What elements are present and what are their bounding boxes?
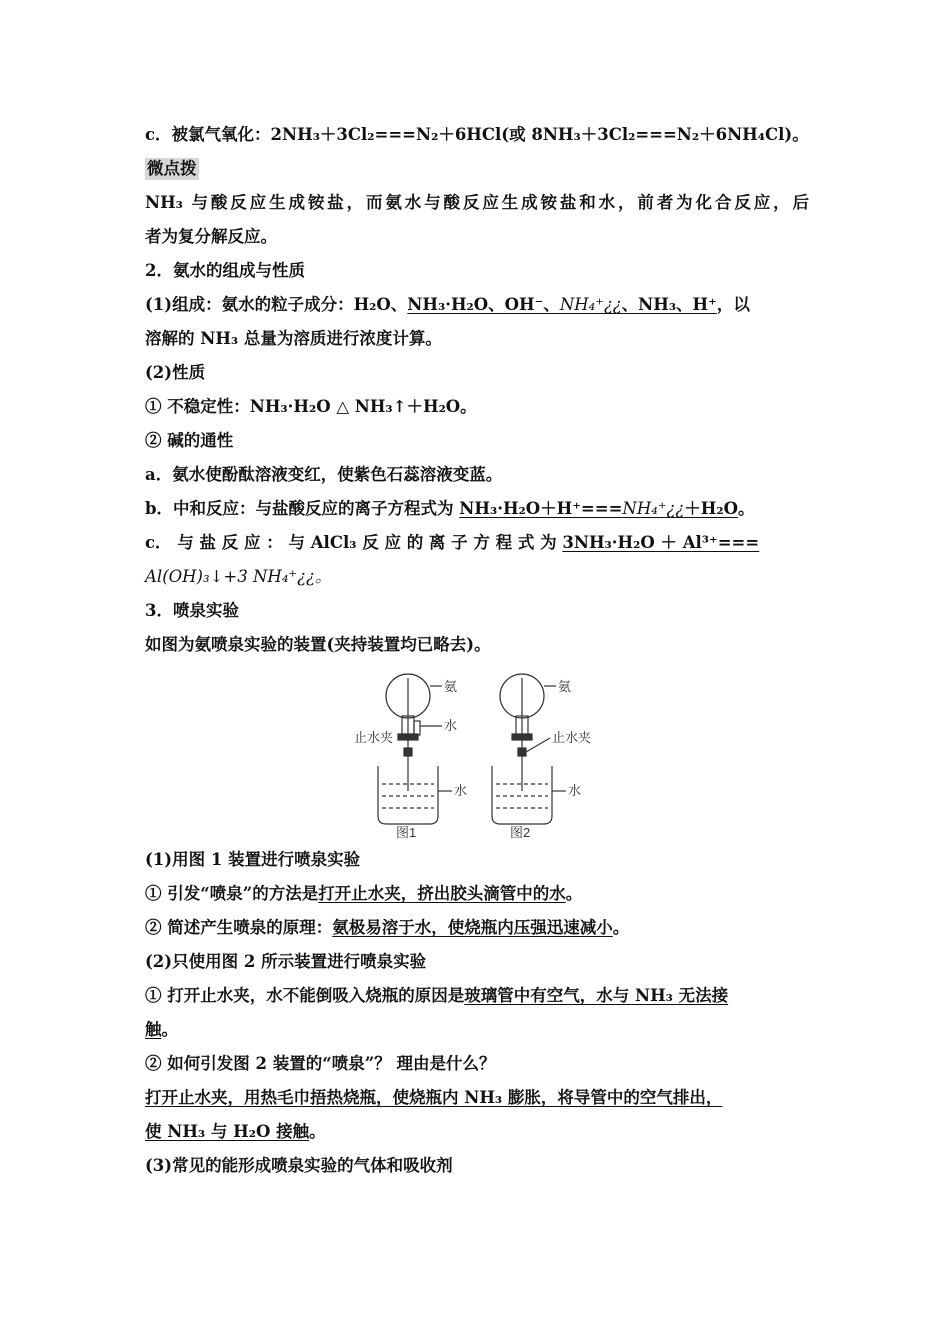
text-line: NH₃ 与酸反应生成铵盐，而氨水与酸反应生成铵盐和水，前者为化合反应，后 bbox=[145, 193, 809, 212]
text-line: 如图为氨喷泉实验的装置(夹持装置均已略去)。 bbox=[145, 635, 491, 654]
section-heading: 3．喷泉实验 bbox=[145, 601, 239, 620]
caption-figure-2: 图2 bbox=[510, 825, 531, 840]
text-line: b．中和反应：与盐酸反应的离子方程式为 NH₃·H₂O＋H⁺===NH₄⁺¿¿＋H₂O。 bbox=[145, 499, 755, 518]
label-water-beaker-2: 水 bbox=[568, 783, 582, 798]
label-water-top: 水 bbox=[444, 718, 458, 733]
label-water-beaker-1: 水 bbox=[454, 783, 468, 798]
text-line: ② 如何引发图 2 装置的“喷泉”？ 理由是什么？ bbox=[145, 1054, 496, 1073]
text-line: 打开止水夹，用热毛巾捂热烧瓶，使烧瓶内 NH₃ 膨胀，将导管中的空气排出， bbox=[145, 1088, 723, 1107]
text-line: Al(OH)₃↓+3 NH₄⁺¿¿。 bbox=[145, 567, 332, 586]
text-line: c．被氯气氧化：2NH₃＋3Cl₂===N₂＋6HCl(或 8NH₃＋3Cl₂===N₂＋6NH₄Cl)。 bbox=[145, 125, 809, 144]
text-line: 者为复分解反应。 bbox=[145, 227, 277, 246]
ammonium-ion: NH₄⁺¿¿ bbox=[559, 295, 622, 314]
text-line: ② 碱的通性 bbox=[145, 431, 234, 450]
section-heading: 2．氨水的组成与性质 bbox=[145, 261, 305, 280]
apparatus-diagram bbox=[354, 666, 600, 840]
label-clamp-2: 止水夹 bbox=[552, 730, 592, 745]
text-line: ② 简述产生喷泉的原理：氨极易溶于水，使烧瓶内压强迅速减小。 bbox=[145, 918, 630, 937]
label-ammonia-1: 氨 bbox=[444, 679, 458, 694]
text-line: c． 与 盐 反 应 ： 与 AlCl₃ 反 应 的 离 子 方 程 式 为 3NH₃·H₂O ＋ Al³⁺=== bbox=[145, 533, 760, 552]
text-line: a．氨水使酚酞溶液变红，使紫色石蕊溶液变蓝。 bbox=[145, 465, 503, 484]
caption-figure-1: 图1 bbox=[396, 825, 417, 840]
fountain-experiment-figure bbox=[145, 666, 809, 841]
tip-tag: 微点拨 bbox=[147, 159, 197, 178]
label-clamp-1: 止水夹 bbox=[354, 730, 394, 745]
text-line: ① 打开止水夹，水不能倒吸入烧瓶的原因是玻璃管中有空气，水与 NH₃ 无法接 bbox=[145, 986, 729, 1005]
text-line: (1)组成：氨水的粒子成分：H₂O、NH₃·H₂O、OH⁻、NH₄⁺¿¿、NH₃、H⁺，以 bbox=[145, 295, 750, 314]
text-line: 使 NH₃ 与 H₂O 接触。 bbox=[145, 1122, 326, 1141]
text-line: (1)用图 1 装置进行喷泉实验 bbox=[145, 850, 361, 869]
text-line: 触。 bbox=[145, 1020, 178, 1039]
label-ammonia-2: 氨 bbox=[558, 679, 572, 694]
text-line: (3)常见的能形成喷泉实验的气体和吸收剂 bbox=[145, 1156, 453, 1175]
text-line: 溶解的 NH₃ 总量为溶质进行浓度计算。 bbox=[145, 329, 442, 348]
document-body bbox=[145, 118, 809, 1183]
text-line: ① 引发“喷泉”的方法是打开止水夹，挤出胶头滴管中的水。 bbox=[145, 884, 583, 903]
text-line: ① 不稳定性：NH₃·H₂O △ NH₃↑＋H₂O。 bbox=[145, 397, 477, 416]
text-line: (2)只使用图 2 所示装置进行喷泉实验 bbox=[145, 952, 427, 971]
text-line: (2)性质 bbox=[145, 363, 206, 382]
ammonium-ion: NH₄⁺¿¿ bbox=[622, 499, 685, 518]
